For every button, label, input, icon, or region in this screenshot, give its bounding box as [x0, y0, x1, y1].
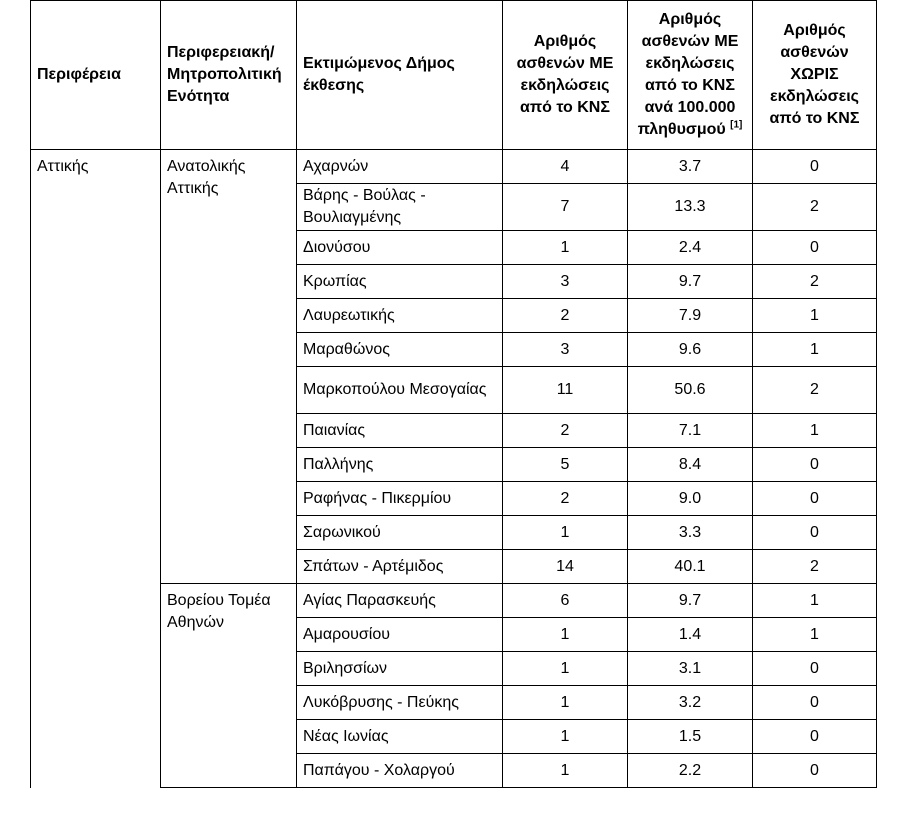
without-symptoms-cell: 1	[753, 299, 877, 333]
per100k-cell: 3.1	[628, 652, 753, 686]
without-symptoms-cell: 0	[753, 686, 877, 720]
per100k-cell: 2.4	[628, 231, 753, 265]
municipality-cell: Αχαρνών	[297, 150, 503, 184]
municipality-cell: Λυκόβρυσης - Πεύκης	[297, 686, 503, 720]
per100k-cell: 3.3	[628, 516, 753, 550]
with-symptoms-cell: 3	[503, 265, 628, 299]
municipality-cell: Νέας Ιωνίας	[297, 720, 503, 754]
per100k-cell: 40.1	[628, 550, 753, 584]
per100k-cell: 3.2	[628, 686, 753, 720]
per100k-cell: 7.9	[628, 299, 753, 333]
with-symptoms-cell: 1	[503, 652, 628, 686]
municipality-cell: Αγίας Παρασκευής	[297, 584, 503, 618]
header-with-symptoms: Αριθμός ασθενών ΜΕ εκδηλώσεις από το ΚΝΣ	[503, 1, 628, 150]
without-symptoms-cell: 2	[753, 367, 877, 414]
table-body	[31, 150, 877, 788]
header-per100k: Αριθμός ασθενών ΜΕ εκδηλώσεις από το ΚΝΣ ανά 100.000 πληθυσμού [1]	[628, 1, 753, 150]
with-symptoms-cell: 3	[503, 333, 628, 367]
without-symptoms-cell: 0	[753, 516, 877, 550]
with-symptoms-cell: 7	[503, 184, 628, 231]
per100k-cell: 9.7	[628, 265, 753, 299]
cases-table	[30, 0, 877, 788]
without-symptoms-cell: 2	[753, 265, 877, 299]
table-row	[31, 150, 877, 184]
municipality-cell: Κρωπίας	[297, 265, 503, 299]
per100k-cell: 13.3	[628, 184, 753, 231]
with-symptoms-cell: 2	[503, 482, 628, 516]
with-symptoms-cell: 5	[503, 448, 628, 482]
with-symptoms-cell: 1	[503, 516, 628, 550]
without-symptoms-cell: 0	[753, 754, 877, 788]
with-symptoms-cell: 1	[503, 686, 628, 720]
municipality-cell: Παιανίας	[297, 414, 503, 448]
with-symptoms-cell: 1	[503, 754, 628, 788]
per100k-cell: 9.0	[628, 482, 753, 516]
per100k-cell: 3.7	[628, 150, 753, 184]
per100k-cell: 9.6	[628, 333, 753, 367]
per100k-cell: 1.5	[628, 720, 753, 754]
without-symptoms-cell: 0	[753, 448, 877, 482]
with-symptoms-cell: 1	[503, 720, 628, 754]
per100k-cell: 9.7	[628, 584, 753, 618]
with-symptoms-cell: 11	[503, 367, 628, 414]
without-symptoms-cell: 1	[753, 618, 877, 652]
region-cell: Αττικής	[31, 150, 161, 788]
footnote-ref: [1]	[730, 119, 743, 131]
with-symptoms-cell: 2	[503, 299, 628, 333]
without-symptoms-cell: 1	[753, 414, 877, 448]
without-symptoms-cell: 0	[753, 482, 877, 516]
per100k-cell: 8.4	[628, 448, 753, 482]
without-symptoms-cell: 0	[753, 652, 877, 686]
unit-cell: Ανατολικής Αττικής	[161, 150, 297, 584]
per100k-cell: 2.2	[628, 754, 753, 788]
header-without-symptoms: Αριθμός ασθενών ΧΩΡΙΣ εκδηλώσεις από το ΚΝΣ	[753, 1, 877, 150]
per100k-cell: 50.6	[628, 367, 753, 414]
municipality-cell: Σαρωνικού	[297, 516, 503, 550]
municipality-cell: Βριλησσίων	[297, 652, 503, 686]
municipality-cell: Μαρκοπούλου Μεσογαίας	[297, 367, 503, 414]
municipality-cell: Ραφήνας - Πικερμίου	[297, 482, 503, 516]
with-symptoms-cell: 14	[503, 550, 628, 584]
table-header	[31, 1, 877, 150]
without-symptoms-cell: 0	[753, 231, 877, 265]
without-symptoms-cell: 1	[753, 333, 877, 367]
municipality-cell: Αμαρουσίου	[297, 618, 503, 652]
without-symptoms-cell: 0	[753, 720, 877, 754]
municipality-cell: Βάρης - Βούλας - Βουλιαγμένης	[297, 184, 503, 231]
municipality-cell: Μαραθώνος	[297, 333, 503, 367]
municipality-cell: Σπάτων - Αρτέμιδος	[297, 550, 503, 584]
without-symptoms-cell: 0	[753, 150, 877, 184]
header-municipality: Εκτιμώμενος Δήμος έκθεσης	[297, 1, 503, 150]
municipality-cell: Διονύσου	[297, 231, 503, 265]
with-symptoms-cell: 1	[503, 231, 628, 265]
with-symptoms-cell: 6	[503, 584, 628, 618]
municipality-cell: Παπάγου - Χολαργού	[297, 754, 503, 788]
without-symptoms-cell: 2	[753, 550, 877, 584]
unit-cell: Βορείου Τομέα Αθηνών	[161, 584, 297, 788]
header-unit: Περιφερειακή/ Μητροπολιτική Ενότητα	[161, 1, 297, 150]
without-symptoms-cell: 2	[753, 184, 877, 231]
per100k-cell: 1.4	[628, 618, 753, 652]
with-symptoms-cell: 2	[503, 414, 628, 448]
per100k-cell: 7.1	[628, 414, 753, 448]
municipality-cell: Λαυρεωτικής	[297, 299, 503, 333]
with-symptoms-cell: 4	[503, 150, 628, 184]
municipality-cell: Παλλήνης	[297, 448, 503, 482]
header-region: Περιφέρεια	[31, 1, 161, 150]
without-symptoms-cell: 1	[753, 584, 877, 618]
with-symptoms-cell: 1	[503, 618, 628, 652]
